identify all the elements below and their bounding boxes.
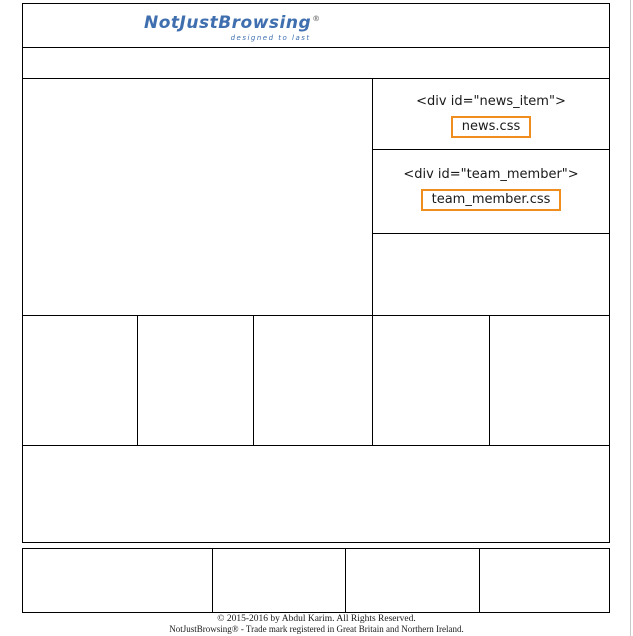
news-css-chip[interactable]: news.css [451, 116, 531, 138]
middle-cell-3 [253, 315, 373, 446]
registered-mark: ® [312, 14, 321, 24]
bottom-cell-3 [345, 548, 480, 613]
bottom-cell-2 [212, 548, 346, 613]
team-div-tag: <div id="team_member"> [403, 167, 579, 182]
team-css-chip[interactable]: team_member.css [421, 189, 562, 211]
sidebar-empty-cell [372, 233, 610, 316]
team-member-cell [372, 149, 610, 234]
logo-tagline: designed to last [230, 34, 311, 42]
news-item-cell [372, 78, 610, 150]
logo[interactable] [144, 13, 321, 42]
bottom-cell-4 [479, 548, 610, 613]
page-right-edge-line [630, 0, 631, 636]
middle-cell-4 [372, 315, 490, 446]
footer [0, 613, 633, 634]
bottom-cell-1 [22, 548, 213, 613]
news-div-tag: <div id="news_item"> [416, 94, 566, 109]
main-content-box [22, 78, 373, 316]
header-box [22, 3, 610, 48]
wide-banner-box [22, 445, 610, 543]
copyright-line: © 2015-2016 by Abdul Karim. All Rights Reserved. [217, 614, 416, 624]
logo-text: NotJustBrowsing® [144, 13, 321, 33]
middle-cell-2 [137, 315, 254, 446]
middle-cell-1 [22, 315, 138, 446]
nav-bar-box [22, 47, 610, 79]
trademark-line: NotJustBrowsing® - Trade mark registered in Great Britain and Northern Ireland. [169, 624, 464, 634]
middle-cell-5 [489, 315, 610, 446]
